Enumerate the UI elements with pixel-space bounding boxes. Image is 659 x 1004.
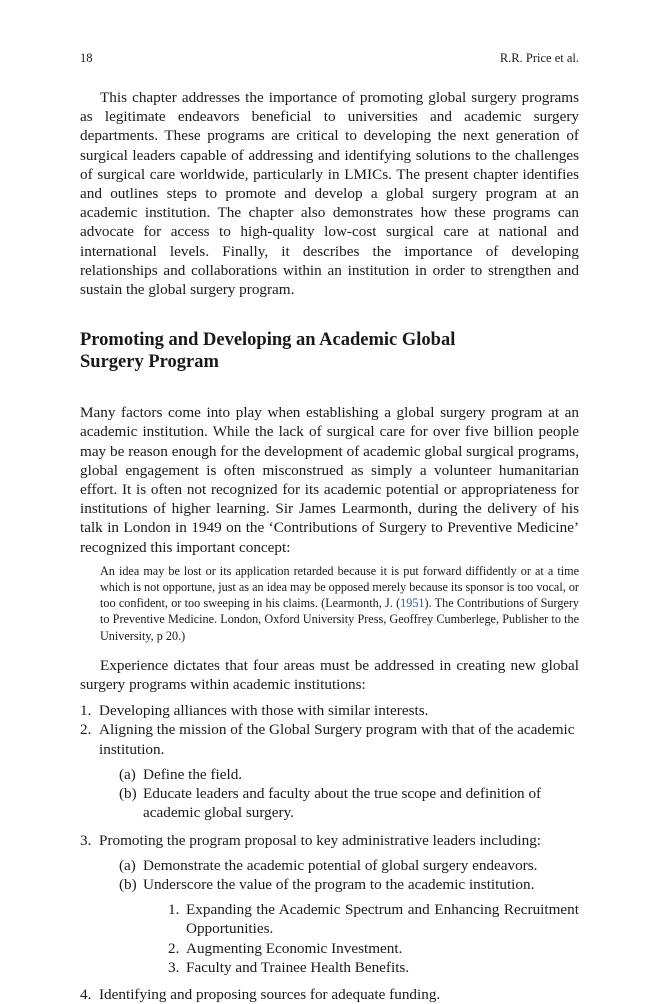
sub-list-item: [119, 765, 579, 784]
sub-sub-list-item: [168, 900, 579, 938]
sub-list-item-label: (a): [119, 856, 136, 874]
sub-list-item-text: Demonstrate the academic potential of global surgery endeavors.: [143, 856, 538, 874]
sub-list-item: [119, 875, 579, 977]
sub-sub-list-item-text: Faculty and Trainee Health Benefits.: [186, 958, 410, 976]
requirements-list: [80, 701, 579, 1004]
sub-sub-list-item: [168, 958, 579, 977]
quote-text-after: ). The Contributions of Surgery to Preventive Medicine. London, Oxford University Press, Geoffrey Cumberlege, Publisher to the University, p 20.): [100, 596, 580, 643]
page-number: 18: [80, 51, 93, 65]
sub-list-item-text: Define the field.: [143, 765, 243, 783]
sub-sub-list-item-text: Expanding the Academic Spectrum and Enhancing Recruitment Opportunities.: [186, 901, 579, 938]
sub-sub-list-item: [168, 939, 579, 958]
list-item-text: Aligning the mission of the Global Surgery program with that of the academic institution.: [99, 721, 575, 758]
sub-list-item-label: (b): [119, 875, 137, 893]
list-item-number: 1.: [80, 702, 92, 720]
page-body: [80, 88, 579, 1004]
block-quote: [80, 563, 579, 644]
sub-sub-list-item-text: Augmenting Economic Investment.: [186, 939, 403, 957]
list-item-text: Identifying and proposing sources for adequate funding.: [99, 985, 441, 1003]
list-item-number: 2.: [80, 721, 92, 739]
running-head-authors: R.R. Price et al.: [499, 51, 579, 65]
sub-sub-list: [143, 900, 579, 977]
section-paragraph: Many factors come into play when establishing a global surgery program at an academic institution. While the lack of surgical care for over five billion people may be reason enough for the development of academic global surgical programs, global engagement is often misconstrued as simply a volunteer humanitarian effort. It is often not recognized for its academic potential or appropriateness for institutions of higher learning. Sir James Learmonth, during the delivery of his talk in London in 1949 on the ‘Contributions of Surgery to Preventive Medicine’ recognized this important concept:: [80, 404, 579, 556]
list-item-number: 4.: [80, 985, 92, 1003]
sub-list-item-text: Underscore the value of the program to the academic institution.: [143, 875, 535, 893]
quote-text-before: An idea may be lost or its application retarded because it is put forward diffidently or at a time which is not opportune, just as an idea may be opposed merely because its sponsor is too vocal, or too confident, or too sweeping in his claims. (Learmonth, J. (: [100, 563, 579, 611]
sub-list: [99, 765, 579, 823]
list-item-number: 3.: [80, 831, 92, 849]
sub-sub-list-item-number: 1.: [168, 901, 180, 919]
list-item: [80, 985, 579, 1004]
intro-paragraph: This chapter addresses the importance of promoting global surgery programs as legitimate endeavors beneficial to universities and academic surgery departments. These programs are critical to developing the next generation of surgical leaders capable of addressing and identifying solutions to the challenges of surgical care worldwide, particularly in LMICs. The present chapter identifies and outlines steps to promote and develop a global surgery program at an academic institution. The chapter also demonstrates how these programs can advocate for access to high-quality low-cost surgical care at national and international levels. Finally, it describes the importance of developing relationships and collaborations within an institution in order to strengthen and sustain the global surgery program.: [80, 89, 579, 299]
list-item-text: Developing alliances with those with similar interests.: [99, 702, 429, 720]
experience-paragraph: Experience dictates that four areas must be addressed in creating new global surgery programs within academic institutions:: [80, 656, 579, 694]
sub-list-item-label: (a): [119, 765, 136, 783]
page-header: [80, 51, 579, 69]
sub-list-item-text: Educate leaders and faculty about the true scope and definition of academic global surgery.: [143, 785, 542, 822]
list-item: [80, 701, 579, 720]
sub-list-item-label: (b): [119, 785, 137, 803]
list-item: [80, 720, 579, 822]
sub-sub-list-item-number: 2.: [168, 939, 180, 957]
sub-sub-list-item-number: 3.: [168, 958, 180, 976]
list-item-text: Promoting the program proposal to key administrative leaders including:: [99, 831, 542, 849]
sub-list-item: [119, 784, 579, 822]
sub-list: [99, 856, 579, 977]
citation-link[interactable]: 1951: [400, 596, 425, 611]
sub-list-item: [119, 856, 579, 875]
section-heading: Promoting and Developing an Academic Global Surgery Program: [80, 330, 456, 373]
list-item: [80, 831, 579, 977]
